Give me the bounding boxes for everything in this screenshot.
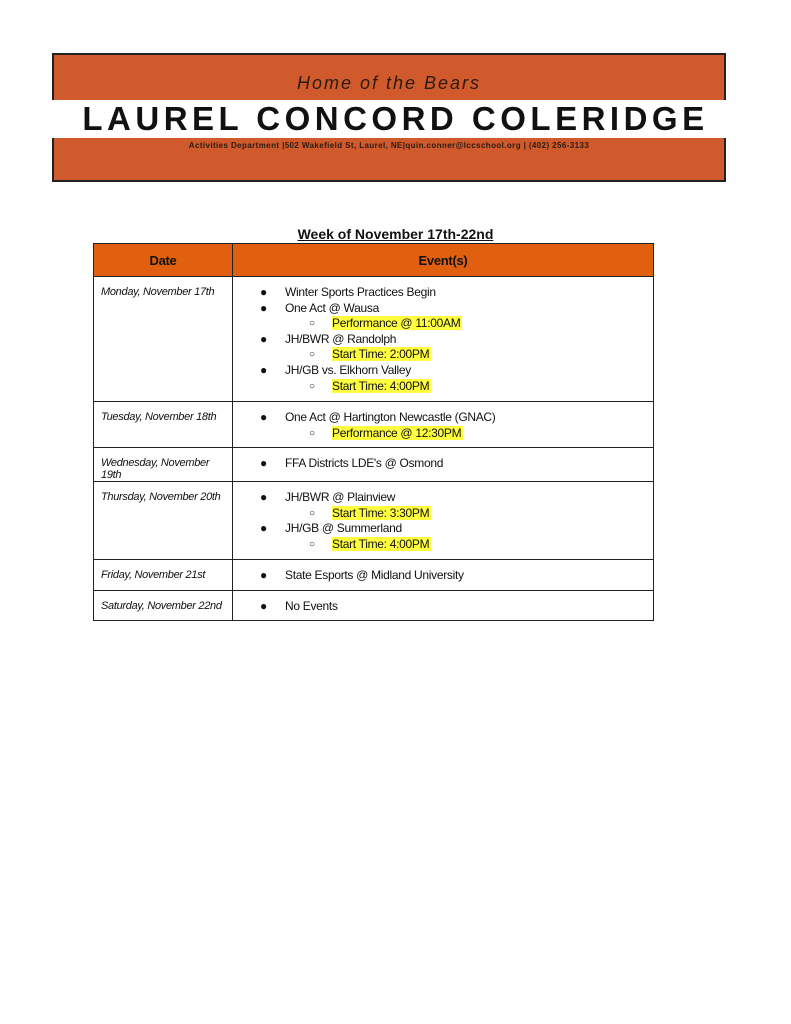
circle-bullet-icon: ○ bbox=[309, 318, 315, 330]
event-text: Performance @ 11:00AM bbox=[332, 316, 461, 331]
list-item bbox=[233, 347, 653, 363]
table-row bbox=[94, 277, 654, 402]
event-text: One Act @ Wausa bbox=[285, 300, 379, 315]
list-item bbox=[233, 506, 653, 522]
event-text: No Events bbox=[285, 598, 338, 613]
event-text: State Esports @ Midland University bbox=[285, 567, 464, 582]
events-cell bbox=[233, 559, 654, 590]
date-cell: Tuesday, November 18th bbox=[94, 402, 233, 448]
event-text: Start Time: 4:00PM bbox=[332, 378, 430, 393]
list-item bbox=[233, 456, 653, 472]
circle-bullet-icon: ○ bbox=[309, 538, 315, 550]
bullet-icon: ● bbox=[260, 567, 267, 582]
event-text: Performance @ 12:30PM bbox=[332, 425, 462, 440]
table-row bbox=[94, 448, 654, 482]
date-cell: Saturday, November 22nd bbox=[94, 590, 233, 621]
list-item bbox=[233, 599, 653, 615]
list-item bbox=[233, 285, 653, 301]
event-text: Start Time: 3:30PM bbox=[332, 505, 430, 520]
list-item bbox=[233, 301, 653, 317]
list-item bbox=[233, 363, 653, 379]
table-row bbox=[94, 402, 654, 448]
event-text: Start Time: 4:00PM bbox=[332, 536, 430, 551]
bullet-icon: ● bbox=[260, 300, 267, 315]
event-text: One Act @ Hartington Newcastle (GNAC) bbox=[285, 410, 496, 424]
date-cell: Friday, November 21st bbox=[94, 559, 233, 590]
list-item bbox=[233, 316, 653, 332]
header-date: Date bbox=[94, 244, 233, 277]
table-header bbox=[94, 244, 654, 277]
tagline: Home of the Bears bbox=[296, 73, 482, 93]
list-item bbox=[233, 379, 653, 395]
circle-bullet-icon: ○ bbox=[309, 427, 315, 439]
list-item bbox=[233, 521, 653, 537]
events-cell bbox=[233, 402, 654, 448]
circle-bullet-icon: ○ bbox=[309, 349, 315, 361]
events-cell bbox=[233, 482, 654, 559]
list-item bbox=[233, 537, 653, 553]
list-item bbox=[233, 490, 653, 506]
bullet-icon: ● bbox=[260, 456, 267, 471]
circle-bullet-icon: ○ bbox=[309, 507, 315, 519]
circle-bullet-icon: ○ bbox=[309, 380, 315, 392]
event-text: JH/GB @ Summerland bbox=[285, 521, 402, 536]
bullet-icon: ● bbox=[260, 362, 267, 377]
list-item bbox=[233, 332, 653, 348]
date-cell: Monday, November 17th bbox=[94, 277, 233, 402]
event-text: JH/BWR @ Randolph bbox=[285, 331, 397, 346]
bullet-icon: ● bbox=[260, 521, 267, 536]
schedule-table bbox=[93, 243, 654, 621]
event-text: FFA Districts LDE's @ Osmond bbox=[285, 456, 444, 471]
events-cell bbox=[233, 448, 654, 482]
event-text: JH/GB vs. Elkhorn Valley bbox=[285, 362, 411, 377]
bullet-icon: ● bbox=[260, 490, 267, 505]
bullet-icon: ● bbox=[260, 331, 267, 346]
events-cell bbox=[233, 590, 654, 621]
table-row bbox=[94, 590, 654, 621]
header-events: Event(s) bbox=[233, 244, 654, 277]
date-cell: Thursday, November 20th bbox=[94, 482, 233, 559]
bullet-icon: ● bbox=[260, 410, 267, 424]
bullet-icon: ● bbox=[260, 285, 267, 299]
bullet-icon: ● bbox=[260, 598, 267, 613]
list-item bbox=[233, 410, 653, 426]
school-name: LAUREL CONCORD COLERIDGE bbox=[12, 100, 779, 138]
date-cell: Wednesday, November 19th bbox=[94, 448, 233, 482]
page-title: Week of November 17th-22nd bbox=[297, 226, 494, 242]
table-row bbox=[94, 482, 654, 559]
contact-line: Activities Department |502 Wakefield St, Laurel, NE|quin.conner@lccschool.org | (402) 256-3133 bbox=[188, 141, 590, 150]
table-row bbox=[94, 559, 654, 590]
events-cell bbox=[233, 277, 654, 402]
event-text: Winter Sports Practices Begin bbox=[285, 285, 436, 299]
list-item bbox=[233, 568, 653, 584]
event-text: JH/BWR @ Plainview bbox=[285, 490, 396, 505]
list-item bbox=[233, 426, 653, 442]
event-text: Start Time: 2:00PM bbox=[332, 347, 430, 362]
